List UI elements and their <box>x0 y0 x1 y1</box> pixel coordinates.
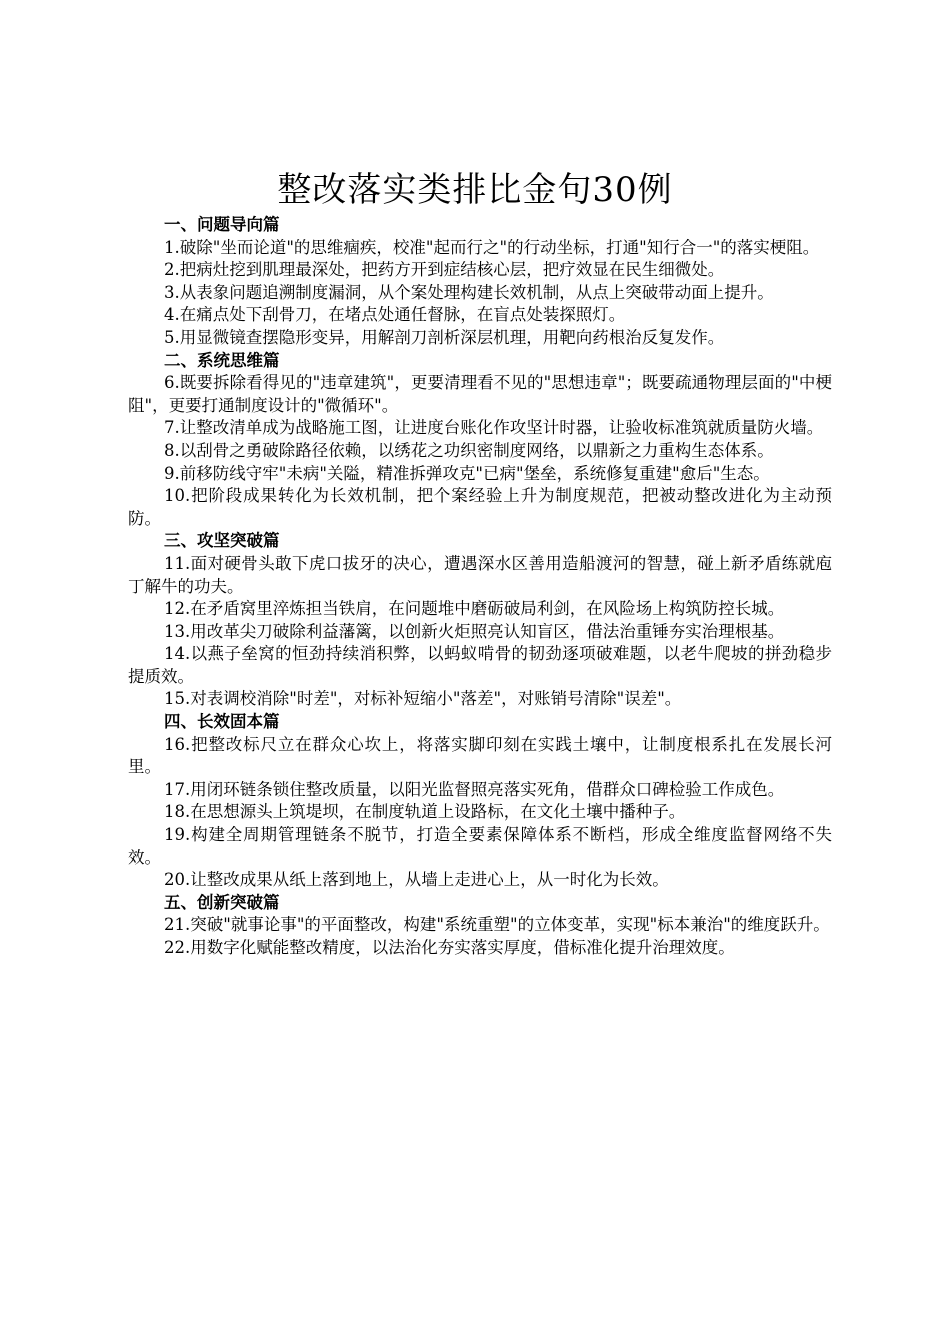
section-heading: 四、长效固本篇 <box>164 712 280 732</box>
list-item <box>128 824 832 869</box>
item-text: 构建全周期管理链条不脱节，打造全要素保障体系不断档，形成全维度监督网络不失效。 <box>128 825 832 867</box>
item-number: 18. <box>164 802 191 822</box>
item-number: 2. <box>164 260 180 280</box>
item-number: 11. <box>164 553 191 573</box>
section-heading: 三、攻坚突破篇 <box>164 531 280 551</box>
list-item <box>128 598 832 621</box>
item-text: 在痛点处下刮骨刀，在堵点处通任督脉，在盲点处装探照灯。 <box>179 305 626 325</box>
item-number: 6. <box>164 373 180 393</box>
item-text: 以刮骨之勇破除路径依赖，以绣花之功织密制度网络，以鼎新之力重构生态体系。 <box>179 440 774 460</box>
list-item <box>128 553 832 598</box>
item-number: 7. <box>164 418 180 438</box>
item-number: 12. <box>164 599 191 619</box>
list-item <box>128 801 832 824</box>
item-text: 用闭环链条锁住整改质量，以阳光监督照亮落实死角，借群众口碑检验工作成色。 <box>190 779 785 799</box>
item-text: 用改革尖刀破除利益藩篱，以创新火炬照亮认知盲区，借法治重锤夯实治理根基。 <box>190 621 785 641</box>
item-number: 16. <box>164 734 191 754</box>
list-item <box>128 463 832 486</box>
item-text: 在思想源头上筑堤坝，在制度轨道上设路标，在文化土壤中播种子。 <box>190 802 686 822</box>
item-number: 5. <box>164 327 180 347</box>
item-text: 让整改成果从纸上落到地上，从墙上走进心上，从一时化为长效。 <box>190 870 669 890</box>
item-number: 22. <box>164 938 191 957</box>
item-number: 4. <box>164 305 180 325</box>
item-number: 9. <box>164 463 180 483</box>
list-item <box>128 304 832 327</box>
item-number: 20. <box>164 870 191 890</box>
item-text: 破除"坐而论道"的思维痼疾，校准"起而行之"的行动坐标，打通"知行合一"的落实梗阻。 <box>179 237 820 257</box>
item-number: 1. <box>164 237 180 257</box>
item-text: 在矛盾窝里淬炼担当铁肩，在问题堆中磨砺破局利剑，在风险场上构筑防控长城。 <box>190 599 785 619</box>
list-item <box>128 643 832 688</box>
list-item <box>128 440 832 463</box>
section-heading: 一、问题导向篇 <box>164 215 280 234</box>
section-heading: 二、系统思维篇 <box>164 350 280 370</box>
list-item <box>128 417 832 440</box>
list-item <box>128 237 832 260</box>
list-item <box>128 734 832 779</box>
item-number: 10. <box>164 486 191 506</box>
list-item <box>128 688 832 711</box>
item-number: 8. <box>164 440 180 460</box>
item-number: 3. <box>164 282 180 302</box>
section-heading: 五、创新突破篇 <box>164 892 280 912</box>
list-item <box>128 259 832 282</box>
document-body <box>128 214 832 960</box>
item-text: 让整改清单成为战略施工图，让进度台账化作攻坚计时器，让验收标准筑就质量防火墙。 <box>179 418 824 438</box>
list-item <box>128 779 832 802</box>
item-text: 用显微镜查摆隐形变异，用解剖刀剖析深层机理，用靶向药根治反复发作。 <box>179 327 725 347</box>
item-text: 从表象问题追溯制度漏洞，从个案处理构建长效机制，从点上突破带动面上提升。 <box>179 282 774 302</box>
item-text: 把阶段成果转化为长效机制，把个案经验上升为制度规范，把被动整改进化为主动预防。 <box>128 486 832 528</box>
item-text: 以燕子垒窝的恒劲持续消积弊，以蚂蚁啃骨的韧劲逐项破难题，以老牛爬坡的拼劲稳步提质效。 <box>128 644 832 686</box>
list-item <box>128 869 832 892</box>
list-item <box>128 327 832 350</box>
list-item <box>128 372 832 417</box>
list-item <box>128 621 832 644</box>
item-number: 21. <box>164 915 191 935</box>
item-text: 面对硬骨头敢下虎口拔牙的决心，遭遇深水区善用造船渡河的智慧，碰上新矛盾练就庖丁解牛的功夫。 <box>128 553 832 596</box>
page-title: 整改落实类排比金句30例 <box>277 170 673 210</box>
item-text: 既要拆除看得见的"违章建筑"，更要清理看不见的"思想违章"；既要疏通物理层面的"中梗阻"，更要打通制度设计的"微循环"。 <box>128 373 832 415</box>
item-number: 15. <box>164 689 191 709</box>
item-text: 对表调校消除"时差"，对标补短缩小"落差"，对账销号清除"误差"。 <box>190 689 682 709</box>
item-number: 17. <box>164 779 191 799</box>
item-text: 用数字化赋能整改精度，以法治化夯实落实厚度，借标准化提升治理效度。 <box>190 938 735 957</box>
list-item <box>128 282 832 305</box>
item-number: 13. <box>164 621 191 641</box>
list-item <box>128 914 832 937</box>
list-item <box>128 485 832 530</box>
item-number: 14. <box>164 644 191 664</box>
item-text: 前移防线守牢"未病"关隘，精准拆弹攻克"已病"堡垒，系统修复重建"愈后"生态。 <box>179 463 770 483</box>
list-item <box>128 937 832 960</box>
item-text: 把病灶挖到肌理最深处，把药方开到症结核心层，把疗效显在民生细微处。 <box>179 260 725 280</box>
item-number: 19. <box>164 825 191 845</box>
item-text: 突破"就事论事"的平面整改，构建"系统重塑"的立体变革，实现"标本兼治"的维度跃升。 <box>190 915 830 935</box>
item-text: 把整改标尺立在群众心坎上，将落实脚印刻在实践土壤中，让制度根系扎在发展长河里。 <box>128 734 832 777</box>
